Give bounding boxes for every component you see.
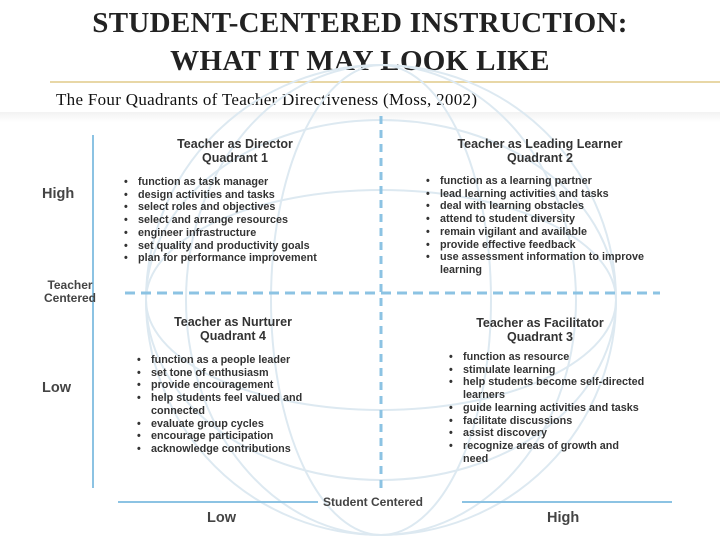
list-item: • encourage participation xyxy=(135,430,335,443)
quadrant-2-list xyxy=(424,175,660,277)
list-item: • facilitate discussions xyxy=(447,415,647,428)
x-axis-high-label: High xyxy=(547,510,580,526)
list-item: • guide learning activities and tasks xyxy=(447,402,647,415)
list-item: • attend to student diversity xyxy=(424,213,660,226)
quadrant-4-header xyxy=(148,315,318,343)
list-item: • recognize areas of growth and need xyxy=(447,440,647,465)
quadrant-3-list xyxy=(447,351,647,465)
list-item: • select roles and objectives xyxy=(122,201,377,214)
x-axis-title: Student Centered xyxy=(323,495,424,509)
list-item: • use assessment information to improve learning xyxy=(424,251,660,276)
quadrant-2-number: Quadrant 2 xyxy=(507,151,573,165)
quadrant-1-list xyxy=(122,176,377,265)
list-item: • evaluate group cycles xyxy=(135,418,335,431)
list-item: • function as a people leader xyxy=(135,354,335,367)
quadrant-3-header xyxy=(450,316,630,344)
list-item: • stimulate learning xyxy=(447,364,647,377)
quadrant-4-number: Quadrant 4 xyxy=(200,329,266,343)
title-line-2: WHAT IT MAY LOOK LIKE xyxy=(170,45,550,77)
list-item: • help students feel valued and connected xyxy=(135,392,335,417)
quadrant-2-header xyxy=(425,137,655,165)
quadrant-1-header xyxy=(150,137,320,165)
quadrant-4-list xyxy=(135,354,335,456)
list-item: • function as a learning partner xyxy=(424,175,660,188)
y-axis-title xyxy=(44,279,96,305)
quadrant-4-title: Teacher as Nurturer xyxy=(174,315,292,329)
list-item: • select and arrange resources xyxy=(122,214,377,227)
x-axis-low-label: Low xyxy=(207,510,236,526)
quadrant-3-title: Teacher as Facilitator xyxy=(476,316,604,330)
slide-subtitle: The Four Quadrants of Teacher Directiveness (Moss, 2002) xyxy=(56,90,478,109)
y-axis-low-label: Low xyxy=(42,380,71,396)
quadrant-2-title: Teacher as Leading Learner xyxy=(457,137,623,151)
list-item: • lead learning activities and tasks xyxy=(424,188,660,201)
list-item: • set quality and productivity goals xyxy=(122,240,377,253)
y-axis-title-line-2: Centered xyxy=(44,291,97,305)
list-item: • design activities and tasks xyxy=(122,189,377,202)
list-item: • provide effective feedback xyxy=(424,239,660,252)
list-item: • plan for performance improvement xyxy=(122,252,377,265)
list-item: • assist discovery xyxy=(447,427,647,440)
list-item: • function as resource xyxy=(447,351,647,364)
list-item: • provide encouragement xyxy=(135,379,335,392)
quadrant-1-title: Teacher as Director xyxy=(177,137,293,151)
quadrant-1-number: Quadrant 1 xyxy=(202,151,268,165)
list-item: • set tone of enthusiasm xyxy=(135,367,335,380)
quadrant-3-number: Quadrant 3 xyxy=(507,330,573,344)
list-item: • engineer infrastructure xyxy=(122,227,377,240)
list-item: • function as task manager xyxy=(122,176,377,189)
list-item: • help students become self-directed learners xyxy=(447,376,647,401)
list-item: • deal with learning obstacles xyxy=(424,200,660,213)
list-item: • acknowledge contributions xyxy=(135,443,335,456)
title-line-1: STUDENT-CENTERED INSTRUCTION: xyxy=(92,7,628,39)
list-item: • remain vigilant and available xyxy=(424,226,660,239)
y-axis-title-line-1: Teacher xyxy=(47,278,93,292)
y-axis-high-label: High xyxy=(42,186,75,202)
